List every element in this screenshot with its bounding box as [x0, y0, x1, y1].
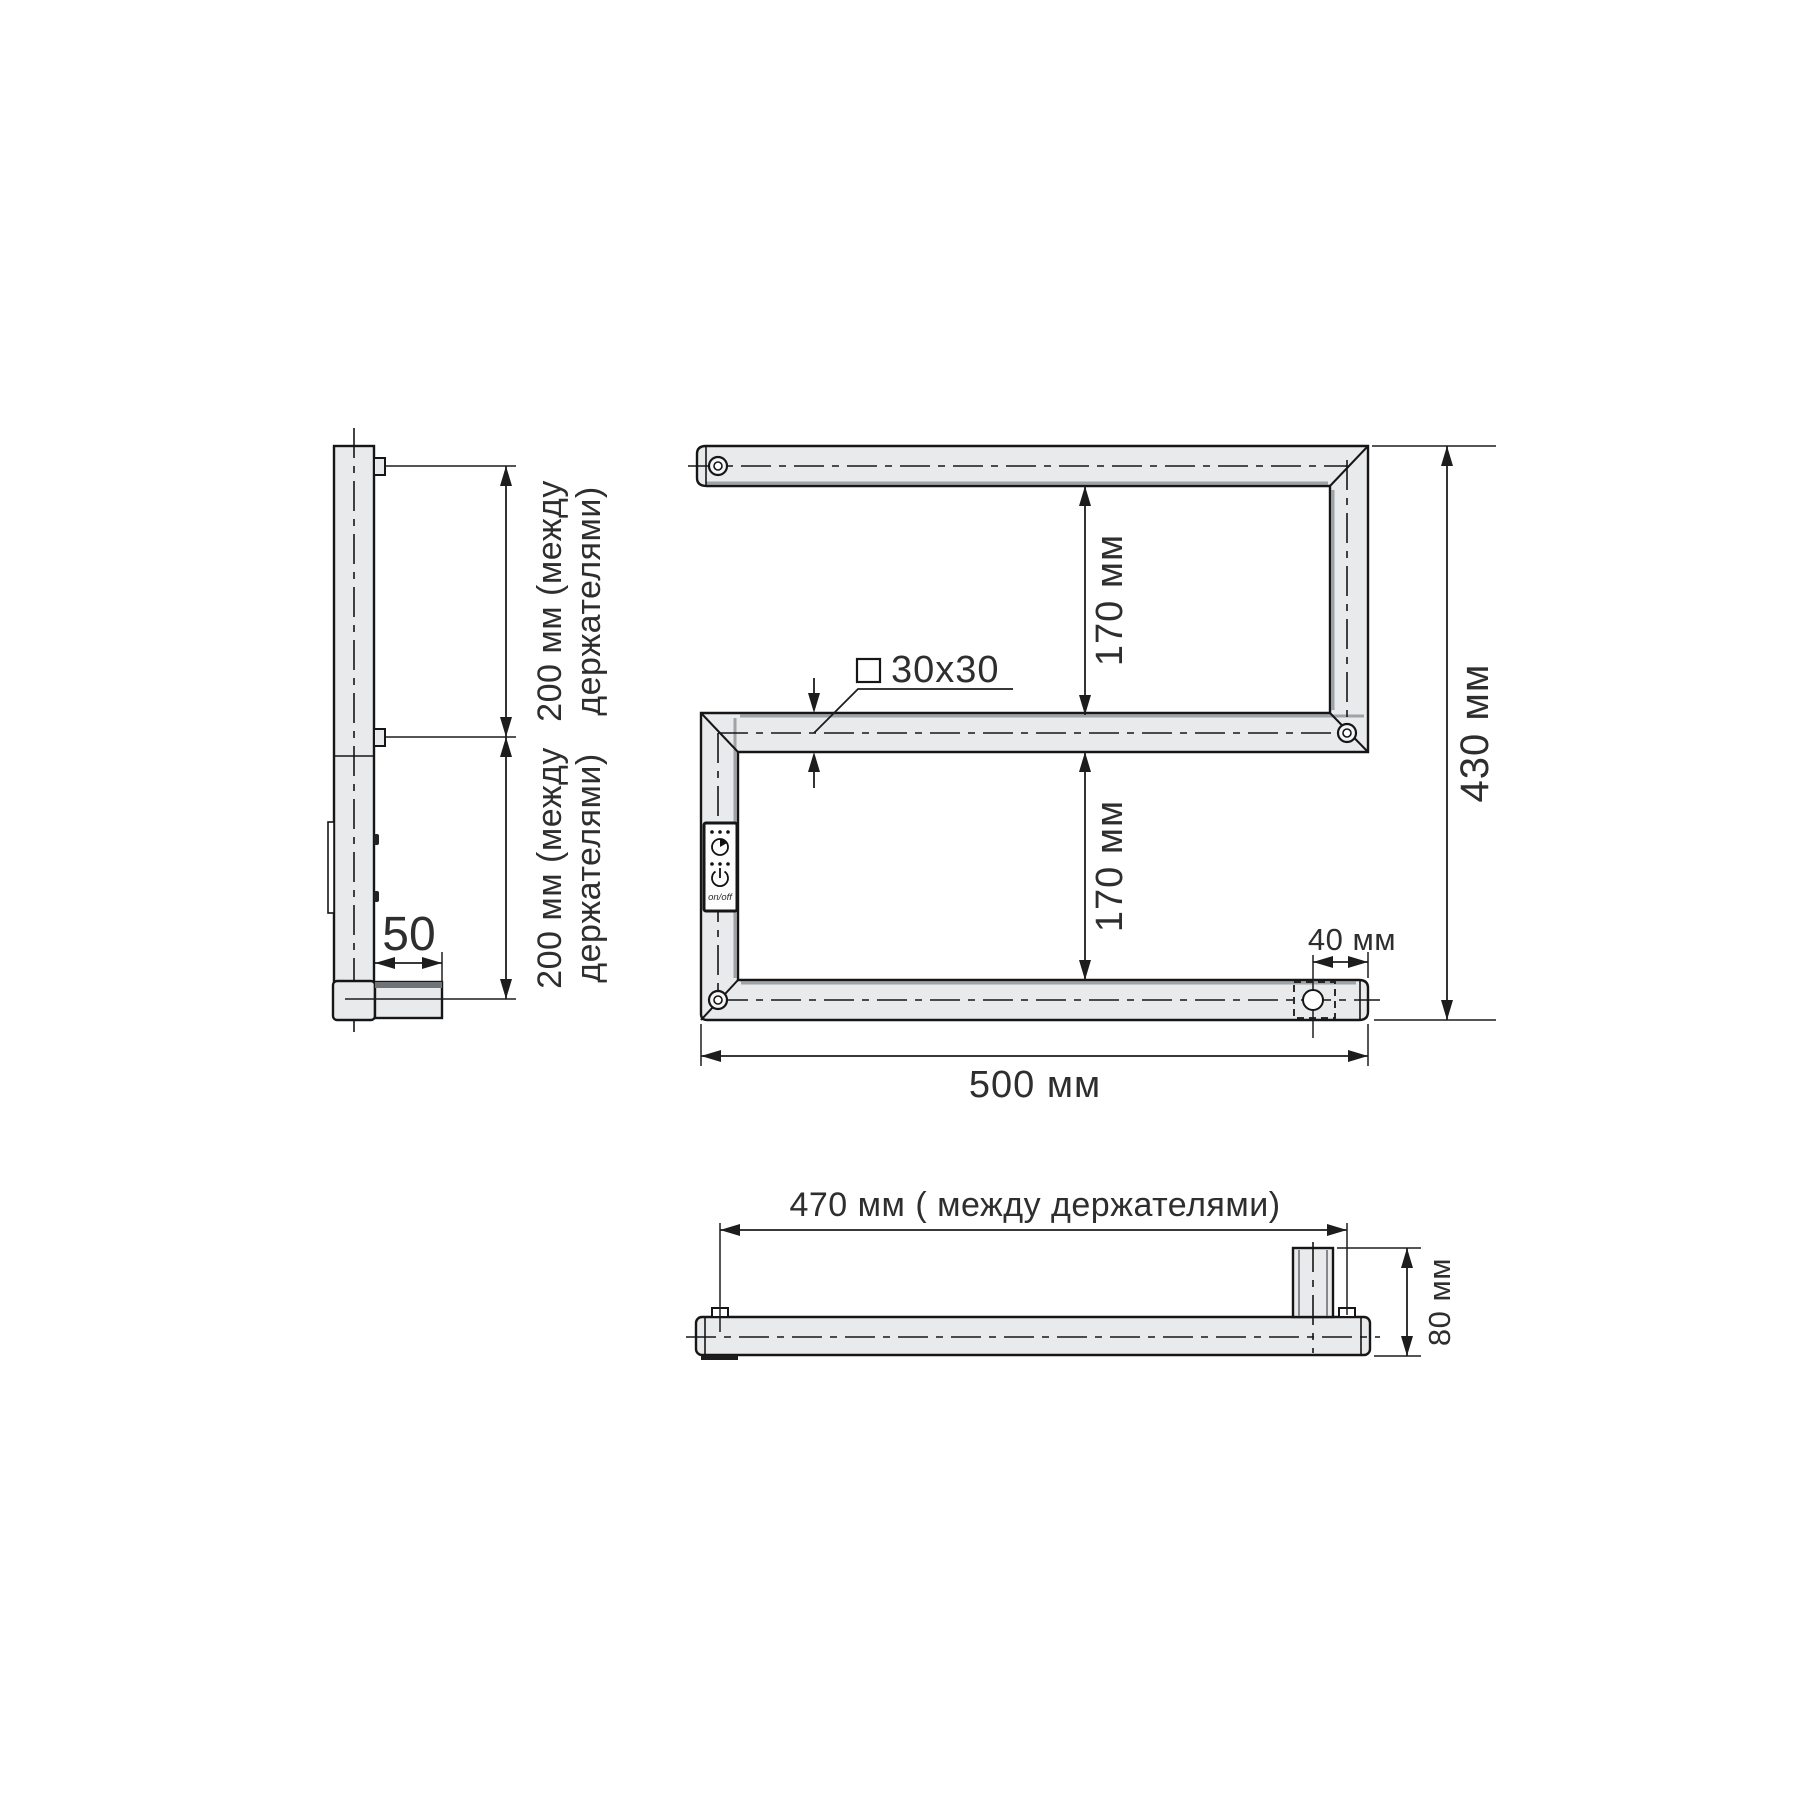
front-view: [688, 446, 1380, 1038]
indicator-dot: [718, 862, 722, 866]
wall-bracket-top: [374, 458, 385, 475]
arrowhead: [1401, 1336, 1413, 1356]
arrowhead: [1441, 446, 1453, 466]
bottom-view: [686, 1242, 1380, 1360]
arrowhead: [808, 693, 820, 713]
dim-200-top-label-line1: 200 мм (между: [531, 480, 569, 722]
dim-200-bottom-label-line1: 200 мм (между: [531, 747, 569, 989]
bottom-view-tube: [696, 1317, 1370, 1355]
control-panel: [704, 823, 737, 911]
square-profile-symbol: [857, 659, 880, 682]
fastener-bump-top: [374, 834, 379, 845]
indicator-dot: [726, 830, 730, 834]
arrowhead: [720, 1224, 740, 1236]
side-foot-shade: [375, 982, 442, 988]
indicator-dot: [710, 862, 714, 866]
fastener-bump-bottom: [374, 891, 379, 902]
arrowhead: [500, 466, 512, 486]
control-panel-edge: [328, 822, 334, 913]
arrowhead: [1441, 1000, 1453, 1020]
end-foot-strip: [701, 1355, 738, 1360]
dim-200-top-label-line2: держателями): [570, 486, 608, 716]
mounting-hole: [1303, 990, 1323, 1010]
dim-80-label: 80 мм: [1422, 1257, 1457, 1347]
arrowhead: [1313, 956, 1333, 968]
arrowhead: [1079, 752, 1091, 772]
arrowhead: [500, 737, 512, 757]
dim-470-label: 470 мм ( между держателями): [789, 1186, 1281, 1224]
profile-callout-label: 30x30: [891, 649, 1000, 691]
arrowhead: [1327, 1224, 1347, 1236]
side-bottom-block: [333, 981, 375, 1020]
dim-40-label: 40 мм: [1307, 922, 1397, 957]
arrowhead: [701, 1050, 721, 1062]
indicator-dot: [710, 830, 714, 834]
screw-inner: [714, 462, 722, 470]
arrowhead: [500, 717, 512, 737]
arrowhead: [1079, 486, 1091, 506]
indicator-dot: [726, 862, 730, 866]
mounting-screw-middle-right: [1338, 724, 1356, 742]
arrowhead: [1348, 1050, 1368, 1062]
screw-inner: [1343, 729, 1351, 737]
dim-500-label: 500 мм: [968, 1064, 1102, 1106]
indicator-dot: [718, 830, 722, 834]
arrowhead: [1348, 956, 1368, 968]
arrowhead: [500, 979, 512, 999]
mounting-screw-bottom-left: [709, 991, 727, 1009]
dim-50-label: 50: [382, 908, 436, 961]
screw-inner: [714, 996, 722, 1004]
dim-170-lower-label: 170 мм: [1089, 799, 1131, 933]
wall-bracket-middle: [374, 729, 385, 746]
on-off-label: on/off: [708, 892, 732, 903]
dim-430-label: 430 мм: [1453, 663, 1497, 803]
dim-170-upper-label: 170 мм: [1089, 533, 1131, 667]
arrowhead: [1079, 960, 1091, 980]
dim-200-bottom-label-line2: держателями): [570, 753, 608, 983]
arrowhead: [1401, 1248, 1413, 1268]
arrowhead: [808, 752, 820, 772]
mounting-screw-top-left: [709, 457, 727, 475]
